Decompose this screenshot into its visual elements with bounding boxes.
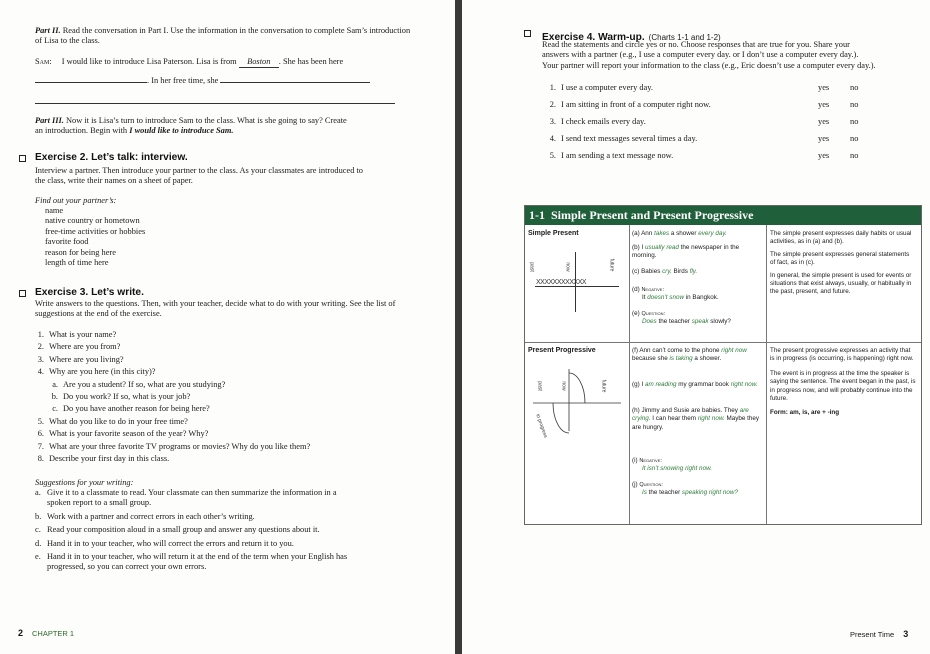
example-a: (a) Ann takes a shower every day. bbox=[632, 230, 727, 237]
note: The simple present expresses daily habits or usual activities, as in (a) and (b). bbox=[770, 230, 912, 246]
row-divider bbox=[525, 342, 921, 343]
list-item: reason for being here bbox=[45, 247, 116, 257]
statement-row: 5. I am sending a text message now. yes no bbox=[549, 151, 859, 160]
statement-row: 1. I use a computer every day. yes no bbox=[549, 83, 859, 92]
timeline-future: future bbox=[608, 258, 615, 272]
left-page bbox=[0, 0, 455, 654]
example-f: (f) Ann can’t come to the phone right now because she is taking a shower. bbox=[632, 347, 747, 363]
timeline-marks: XXXXXXXXXXXX bbox=[536, 279, 587, 286]
progress-diagram-svg bbox=[529, 361, 625, 471]
subquestion-item: a. Are you a student? If so, what are you studying? bbox=[52, 379, 226, 389]
part2-text: Read the conversation in Part I. Use the information in the conversation to complete Sam’s introduction of Lisa to the class. bbox=[35, 26, 411, 46]
find-label: Find out your partner’s: bbox=[35, 196, 117, 205]
present-progressive-examples bbox=[632, 347, 762, 498]
simple-present-examples bbox=[632, 230, 762, 327]
right-page bbox=[462, 0, 930, 654]
suggestion-item: d. Hand it in to your teacher, who will correct the errors and return it to you. bbox=[35, 538, 294, 548]
question-item: 1. What is your name? bbox=[37, 330, 117, 339]
exercise3-checkbox[interactable] bbox=[19, 290, 26, 297]
yes-option[interactable]: yes bbox=[818, 117, 830, 126]
subquestion-item: c. Do you have another reason for being here? bbox=[52, 404, 210, 414]
page-number: 3 bbox=[903, 629, 909, 639]
no-option[interactable]: no bbox=[850, 100, 859, 109]
chart-title: Simple Present and Present Progressive bbox=[551, 208, 754, 222]
exercise3-instruction: Write answers to the questions. Then, with your teacher, decide what to do with your writing. See the list of suggestions at the end of the exercise. bbox=[35, 299, 396, 319]
no-option[interactable]: no bbox=[850, 117, 859, 126]
example-d: (d) Negative: It doesn’t snow in Bangkok. bbox=[632, 286, 719, 302]
speaker-label: Sam: bbox=[35, 57, 52, 66]
timeline-past: past bbox=[528, 262, 535, 272]
exercise2-title: Exercise 2. Let’s talk: interview. bbox=[35, 152, 188, 163]
exercise2-checkbox[interactable] bbox=[19, 155, 26, 162]
timeline-past: past bbox=[536, 381, 543, 391]
suggestions-label: Suggestions for your writing: bbox=[35, 478, 134, 487]
suggestion-item: e. Hand it in to your teacher, who will return it at the end of the term when your English has bbox=[35, 552, 348, 562]
yes-option[interactable]: yes bbox=[818, 100, 830, 109]
question-item: 5. What do you like to do in your free time? bbox=[37, 416, 188, 426]
form-note: Form: am, is, are + -ing bbox=[770, 409, 840, 417]
present-progressive-timeline bbox=[529, 361, 625, 471]
yes-option[interactable]: yes bbox=[818, 83, 830, 92]
exercise4-instruction: Read the statements and circle yes or no. Choose responses that are true for you. Share your answers with a partner (e.g., I use a computer every day. or I don’t use a computer every day.). Your partner will report your information to the class (e.g., Eric doesn’t use a computer every day.). bbox=[542, 40, 876, 70]
list-item: favorite food bbox=[45, 237, 89, 247]
present-progressive-label: Present Progressive bbox=[528, 347, 596, 354]
exercise4-checkbox[interactable] bbox=[524, 30, 531, 37]
yes-option[interactable]: yes bbox=[818, 151, 830, 160]
example-i: (i) Negative: It isn’t snowing right now. bbox=[632, 457, 713, 473]
note: In general, the simple present is used for events or situations that exist always, usually, or habitually in the past, present, and future. bbox=[770, 271, 912, 296]
left-footer bbox=[18, 623, 74, 641]
suggestion-item-cont: progressed, so you can correct your own errors. bbox=[47, 562, 207, 572]
timeline-future: future bbox=[600, 379, 607, 393]
question-item: 2. Where are you from? bbox=[37, 342, 121, 352]
list-item: name bbox=[45, 206, 64, 215]
note: The present progressive expresses an activity that is in progress (is occurring, is happening) right now. bbox=[770, 347, 914, 363]
question-item: 7. What are your three favorite TV programs or movies? Why do you like them? bbox=[37, 441, 311, 451]
suggestion-item: c. Read your composition aloud in a small group and answer any questions about it. bbox=[35, 525, 320, 535]
part2-line1: Sam: I would like to introduce Lisa Paterson. Lisa is from Boston . She has been here bbox=[35, 57, 435, 68]
example-j: (j) Question: Is the teacher speaking right now? bbox=[632, 481, 738, 497]
statement-list bbox=[542, 83, 882, 168]
charts-ref: (Charts 1-1 and 1-2) bbox=[648, 33, 721, 42]
no-option[interactable]: no bbox=[850, 83, 859, 92]
find-list bbox=[45, 206, 145, 268]
part3-instruction: Part III. Now it is Lisa’s turn to introduce Sam to the class. What is she going to say? Create an introduction. Begin with I would like to introduce Sam. bbox=[35, 116, 347, 136]
grammar-chart bbox=[524, 205, 922, 525]
question-item: 6. What is your favorite season of the year? Why? bbox=[37, 429, 209, 439]
yes-option[interactable]: yes bbox=[818, 134, 830, 143]
suggestion-item: a. Give it to a classmate to read. Your classmate can then summarize the information in a bbox=[35, 488, 337, 497]
part2-heading: Part II. bbox=[35, 26, 61, 35]
note: The simple present expresses general statements of fact, as in (c). bbox=[770, 250, 910, 267]
timeline-axis bbox=[535, 286, 619, 287]
example-h: (h) Jimmy and Susie are babies. They are crying. I can hear them right now. Maybe they are hungry. bbox=[632, 407, 760, 431]
blank-line-3[interactable] bbox=[35, 103, 395, 104]
statement-row: 4. I send text messages several times a day. yes no bbox=[549, 134, 859, 143]
timeline-now: now bbox=[560, 381, 567, 391]
statement-row: 2. I am sitting in front of a computer right now. yes no bbox=[549, 100, 859, 109]
part3-heading: Part III. bbox=[35, 116, 64, 125]
exercise4-title: Exercise 4. Warm-up. bbox=[542, 32, 645, 43]
no-option[interactable]: no bbox=[850, 151, 859, 160]
suggestion-item-cont: spoken report to a small group. bbox=[47, 498, 152, 508]
part2-line2: . In her free time, she bbox=[35, 76, 405, 86]
right-footer bbox=[850, 624, 908, 642]
timeline-now: now bbox=[564, 262, 571, 272]
blank-1[interactable] bbox=[35, 82, 147, 83]
question-list bbox=[30, 330, 430, 464]
chart-title-bar bbox=[525, 206, 921, 225]
example-g: (g) I am reading my grammar book right now. bbox=[632, 381, 758, 388]
chart-code: 1-1 bbox=[529, 208, 545, 222]
list-item: free-time activities or hobbies bbox=[45, 226, 146, 236]
example-e: (e) Question: Does the teacher speak slowly? bbox=[632, 310, 731, 326]
part2-instruction bbox=[35, 26, 415, 47]
column-divider bbox=[766, 225, 767, 524]
simple-present-notes bbox=[770, 230, 916, 297]
example-b: (b) I usually read the newspaper in the morning. bbox=[632, 244, 740, 260]
page-number: 2 bbox=[18, 628, 24, 638]
example-c: (c) Babies cry. Birds fly. bbox=[632, 268, 698, 275]
simple-present-timeline bbox=[529, 244, 625, 334]
present-progressive-notes bbox=[770, 347, 916, 418]
simple-present-label: Simple Present bbox=[528, 230, 579, 237]
question-item: 3. Where are you living? bbox=[37, 354, 124, 364]
question-item: 8. Describe your first day in this class. bbox=[37, 454, 170, 464]
note: The event is in progress at the time the speaker is saying the sentence. The event began in the past, is in progress now, and will probably continue into the future. bbox=[770, 369, 916, 403]
question-item: 4. Why are you here (in this city)? bbox=[37, 367, 156, 377]
column-divider bbox=[629, 225, 630, 524]
subquestion-item: b. Do you work? If so, what is your job? bbox=[51, 392, 191, 402]
chapter-label: CHAPTER 1 bbox=[32, 629, 75, 638]
filled-blank[interactable]: Boston bbox=[239, 57, 279, 68]
list-item: native country or hometown bbox=[45, 216, 140, 226]
exercise2-instruction: Interview a partner. Then introduce your partner to the class. As your classmates are introduced to the class, write their names on a sheet of paper. bbox=[35, 166, 363, 186]
list-item: length of time here bbox=[45, 258, 109, 268]
no-option[interactable]: no bbox=[850, 134, 859, 143]
blank-2[interactable] bbox=[220, 82, 370, 83]
exercise3-title: Exercise 3. Let’s write. bbox=[35, 287, 144, 298]
suggestion-item: b. Work with a partner and correct errors in each other’s writing. bbox=[35, 511, 255, 521]
suggestions-list bbox=[35, 488, 415, 573]
timeline-in-progress: in progress bbox=[534, 413, 549, 439]
statement-row: 3. I check emails every day. yes no bbox=[549, 117, 859, 126]
section-label: Present Time bbox=[850, 630, 895, 639]
